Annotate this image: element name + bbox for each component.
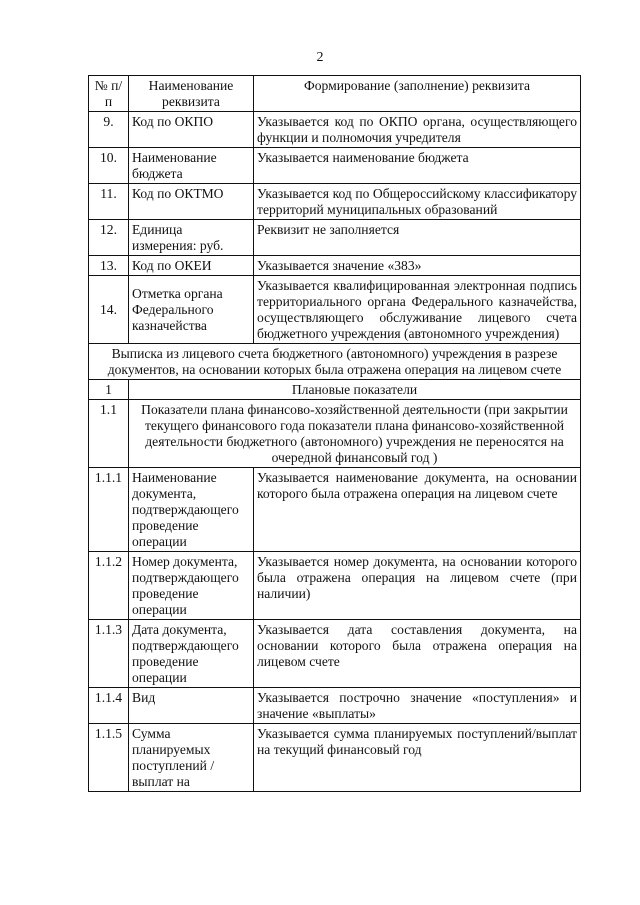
row-name: Дата документа, подтверждающего проведение операции [129,620,254,688]
row-desc: Указывается значение «383» [254,256,581,276]
table-row [89,220,581,256]
row-name: Единица измерения: руб. [129,220,254,256]
requisites-table [88,75,581,792]
table-row [89,620,581,688]
table-row [89,148,581,184]
section-1-num: 1 [89,380,129,400]
row-num: 1.1.1 [89,468,129,552]
row-desc: Указывается построчно значение «поступления» и значение «выплаты» [254,688,581,724]
row-name: Код по ОКТМО [129,184,254,220]
page-number: 2 [316,50,324,65]
table-row [89,552,581,620]
row-num: 10. [89,148,129,184]
section-title-row [89,344,581,380]
row-desc: Указывается наименование бюджета [254,148,581,184]
table-row [89,112,581,148]
table-row [89,184,581,220]
row-desc: Указывается сумма планируемых поступлений/выплат на текущий финансовый год [254,724,581,792]
row-num: 14. [89,276,129,344]
row-name: Номер документа, подтверждающего проведение операции [129,552,254,620]
row-name: Сумма планируемых поступлений / выплат на [129,724,254,792]
row-name: Наименование бюджета [129,148,254,184]
row-name: Вид [129,688,254,724]
header-name: Наименование реквизита [129,76,254,112]
header-num: № п/п [89,76,129,112]
table-row [89,468,581,552]
row-desc: Указывается наименование документа, на основании которого была отражена операция на лицевом счете [254,468,581,552]
section-1-1-num: 1.1 [89,400,129,468]
table-header-row [89,76,581,112]
row-num: 1.1.5 [89,724,129,792]
row-name: Код по ОКЕИ [129,256,254,276]
section-1-1-row [89,400,581,468]
header-desc: Формирование (заполнение) реквизита [254,76,581,112]
row-name: Отметка органа Федерального казначейства [129,276,254,344]
row-num: 1.1.4 [89,688,129,724]
table-row [89,256,581,276]
row-num: 1.1.2 [89,552,129,620]
row-num: 13. [89,256,129,276]
row-desc: Указывается код по ОКПО органа, осуществляющего функции и полномочия учредителя [254,112,581,148]
section-title: Выписка из лицевого счета бюджетного (автономного) учреждения в разрезе документов, на основании которых была отражена операция на лицевом счете [89,344,581,380]
section-1-row [89,380,581,400]
row-name: Наименование документа, подтверждающего проведение операции [129,468,254,552]
row-desc: Реквизит не заполняется [254,220,581,256]
row-num: 12. [89,220,129,256]
row-num: 9. [89,112,129,148]
table-row [89,688,581,724]
section-1-title: Плановые показатели [129,380,581,400]
row-num: 1.1.3 [89,620,129,688]
row-desc: Указывается код по Общероссийскому классификатору территорий муниципальных образований [254,184,581,220]
table-row [89,724,581,792]
section-1-1-title: Показатели плана финансово-хозяйственной деятельности (при закрытии текущего финансового года показатели плана финансово-хозяйственной деятельности бюджетного (автономного) учреждения не переносятся на очередной финансовый год ) [129,400,581,468]
row-desc: Указывается квалифицированная электронная подпись территориального органа Федерального казначейства, осуществляющего обслуживание лицевого счета бюджетного учреждения (автономного учреждения) [254,276,581,344]
row-name: Код по ОКПО [129,112,254,148]
row-desc: Указывается номер документа, на основании которого была отражена операция на лицевом счете (при наличии) [254,552,581,620]
row-desc: Указывается дата составления документа, на основании которого была отражена операция на лицевом счете [254,620,581,688]
table-row [89,276,581,344]
row-num: 11. [89,184,129,220]
